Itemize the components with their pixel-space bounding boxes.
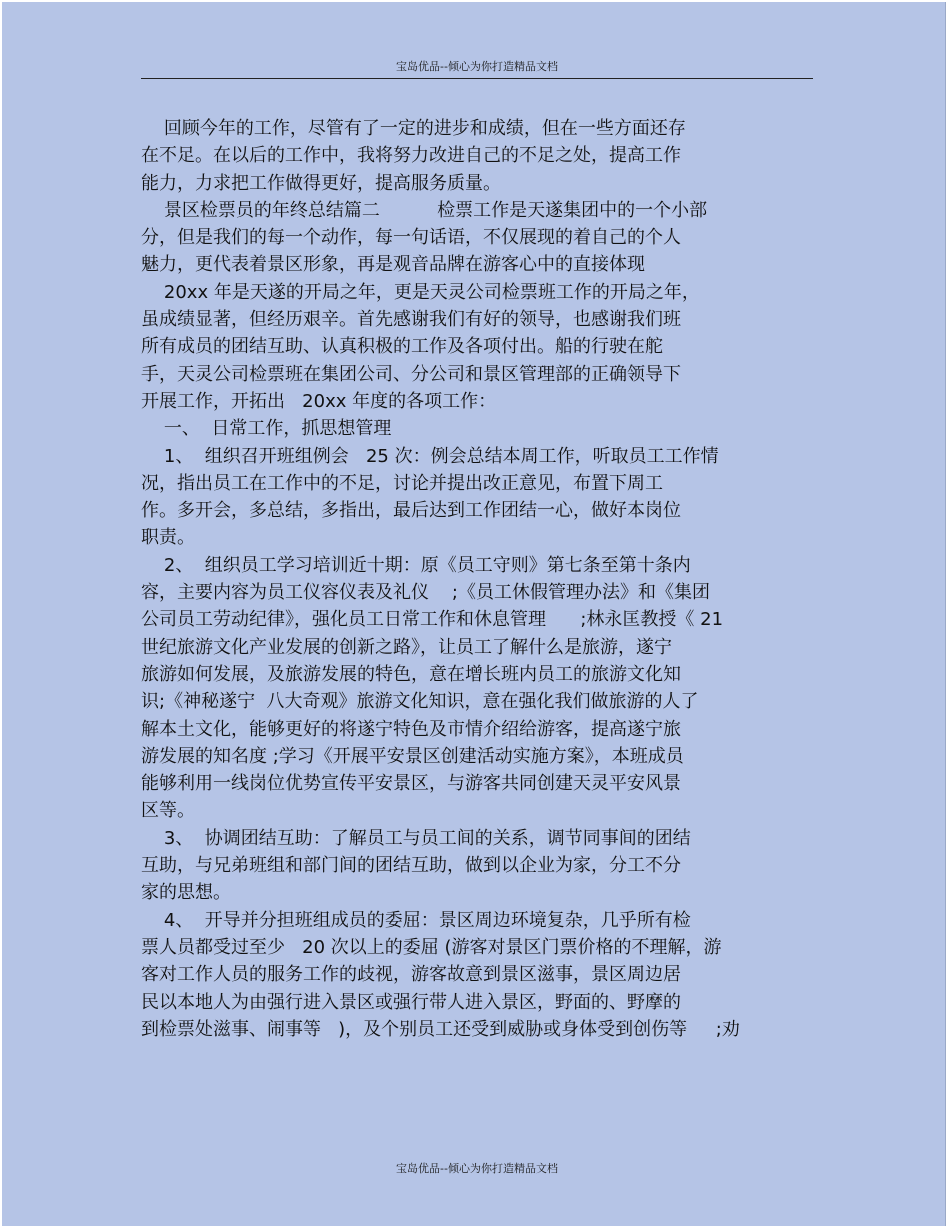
- document-page: [2, 2, 946, 1226]
- text-line: 一、 日常工作，抓思想管理: [141, 418, 392, 440]
- text-line: 互助，与兄弟班组和部门间的团结互助，做到以企业为家，分工不分: [141, 855, 681, 877]
- text-line: 分，但是我们的每一个动作，每一句话语，不仅展现的着自己的个人: [141, 227, 681, 249]
- text-line: 20xx 年是天遂的开局之年，更是天灵公司检票班工作的开局之年，: [141, 281, 700, 303]
- text-line: 能力，力求把工作做得更好，提高服务质量。: [141, 172, 501, 194]
- text-line: 虽成绩显著，但经历艰辛。首先感谢我们有好的领导，也感谢我们班: [141, 309, 681, 331]
- text-line: 景区检票员的年终总结篇二 检票工作是天遂集团中的一个小部: [141, 199, 708, 221]
- text-line: 客对工作人员的服务工作的歧视，游客故意到景区滋事，景区周边居: [141, 964, 681, 986]
- text-line: 票人员都受过至少 20 次以上的委屈 (游客对景区门票价格的不理解，游: [141, 936, 722, 958]
- text-line: 能够利用一线岗位优势宣传平安景区，与游客共同创建天灵平安风景: [141, 773, 681, 795]
- text-line: 3、 协调团结互助：了解员工与员工间的关系，调节同事间的团结: [141, 827, 691, 849]
- text-line: 在不足。在以后的工作中，我将努力改进自己的不足之处，提高工作: [141, 145, 681, 167]
- text-line: 魅力，更代表着景区形象，再是观音品牌在游客心中的直接体现: [141, 254, 645, 276]
- text-line: 旅游如何发展，及旅游发展的特色，意在增长班内员工的旅游文化知: [141, 663, 681, 685]
- text-line: 公司员工劳动纪律》，强化员工日常工作和休息管理 ;林永匡教授《 21: [141, 609, 724, 631]
- text-line: 作。多开会，多总结，多指出，最后达到工作团结一心，做好本岗位: [141, 500, 681, 522]
- text-line: 家的思想。: [141, 882, 231, 904]
- text-line: 世纪旅游文化产业发展的创新之路》，让员工了解什么是旅游，遂宁: [141, 636, 672, 658]
- text-line: 容，主要内容为员工仪容仪表及礼仪 ;《员工休假管理办法》和《集团: [141, 582, 710, 604]
- text-line: 手，天灵公司检票班在集团公司、分公司和景区管理部的正确领导下: [141, 363, 681, 385]
- text-line: 况，指出员工在工作中的不足，讨论并提出改正意见，布置下周工: [141, 472, 663, 494]
- page-footer: 宝岛优品--倾心为你打造精品文档: [396, 1162, 558, 1175]
- text-line: 职责。: [141, 527, 195, 549]
- text-line: 到检票处滋事、闹事等 )，及个别员工还受到威胁或身体受到创伤等 ;劝: [141, 1018, 740, 1040]
- text-line: 所有成员的团结互助、认真积极的工作及各项付出。船的行驶在舵: [141, 336, 663, 358]
- text-line: 解本土文化，能够更好的将遂宁特色及市情介绍给游客，提高遂宁旅: [141, 718, 681, 740]
- text-line: 游发展的知名度 ;学习《开展平安景区创建活动实施方案》，本班成员: [141, 745, 684, 767]
- text-line: 4、 开导并分担班组成员的委屈：景区周边环境复杂，几乎所有检: [141, 909, 691, 931]
- text-line: 民以本地人为由强行进入景区或强行带人进入景区，野面的、野摩的: [141, 991, 681, 1013]
- text-line: 2、 组织员工学习培训近十期：原《员工守则》第七条至第十条内: [141, 554, 691, 576]
- page-header: 宝岛优品--倾心为你打造精品文档: [396, 60, 558, 73]
- text-line: 开展工作，开拓出 20xx 年度的各项工作：: [141, 390, 497, 412]
- text-line: 回顾今年的工作，尽管有了一定的进步和成绩，但在一些方面还存: [141, 118, 686, 139]
- text-line: 1、 组织召开班组例会 25 次：例会总结本周工作，听取员工工作情: [141, 445, 719, 467]
- header-divider: [141, 78, 813, 79]
- text-line: 区等。: [141, 800, 195, 822]
- text-line: 识;《神秘遂宁 八大奇观》旅游文化知识，意在强化我们做旅游的人了: [141, 691, 699, 713]
- document-body: [141, 115, 821, 1043]
